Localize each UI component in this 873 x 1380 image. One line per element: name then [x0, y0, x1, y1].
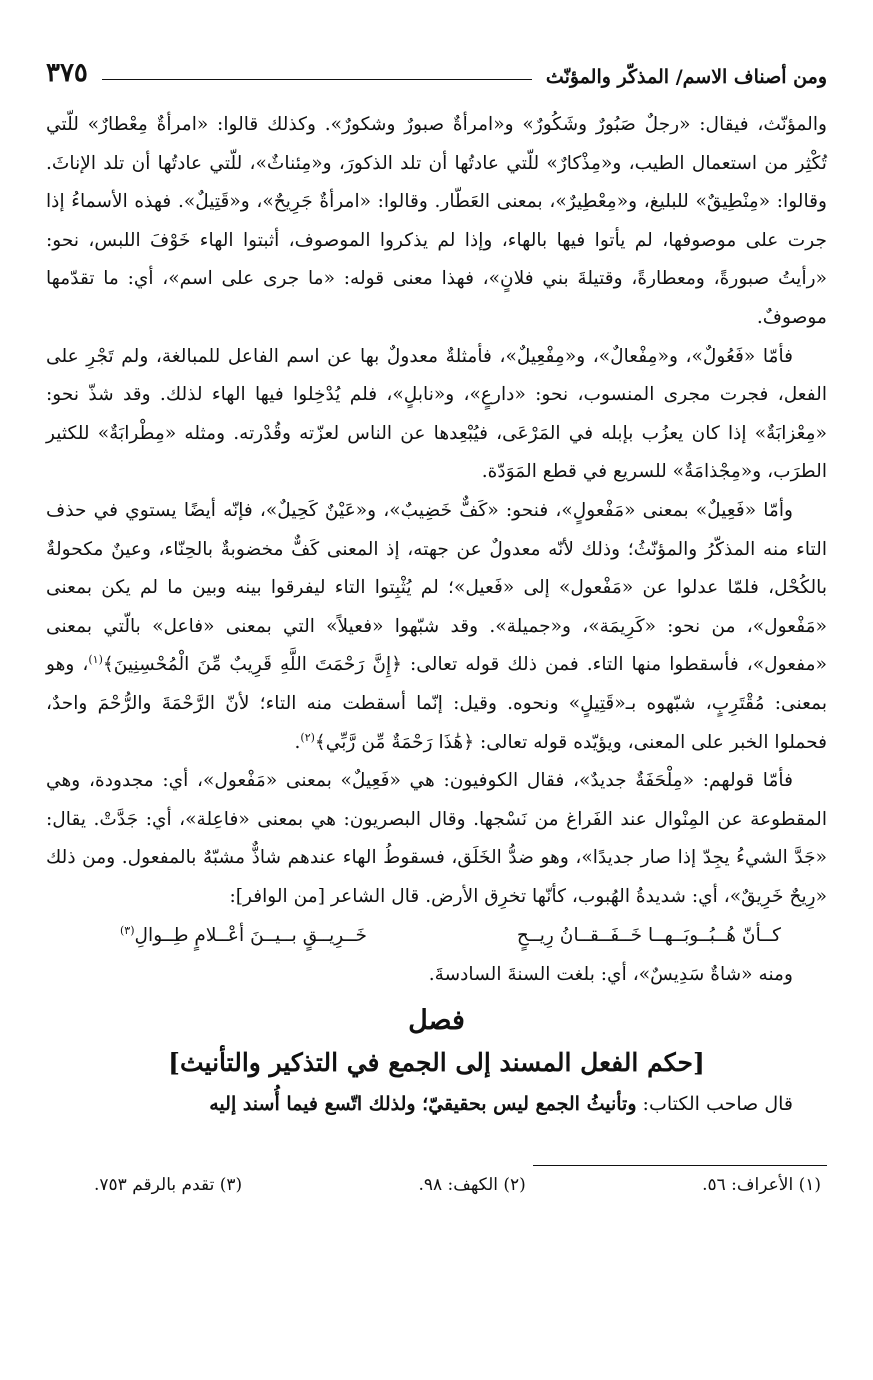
main-text	[46, 106, 827, 916]
verse-first-hemistich: كــأنّ هُــبُــوبَــهــا خَــفَــقــانُ رِيــحٍ	[516, 925, 781, 947]
header-rule	[102, 79, 532, 80]
footnote-3: (٣) تقدم بالرقم ٧٥٣.	[94, 1175, 243, 1196]
page-number: ٣٧٥	[46, 58, 88, 88]
paragraph-3	[46, 492, 827, 762]
paragraph-4: فأمّا قولهم: «مِلْحَفَةٌ جديدٌ»، فقال الكوفيون: هي «فَعِيلٌ» بمعنى «مَفْعول»، أي: مجدودة، وهي المقطوعة عن المِنْوال عند الفَراغ من نَسْجها. وقال البصريون: هي بمعنى «فاعِلة»، أي: جَدَّتْ. يقال: «جَدَّ الشيءُ يجِدّ إذا صار جديدًا»، وهو ضدُّ الخَلَق، فسقوطُ الهاء عندهم شاذٌّ مشبّهٌ بالمفعول. ومن ذلك «رِيحٌ خَرِيقٌ»، أي: شديدةُ الهُبوب، كأنّها تخرِق الأرض. قال الشاعر [من الوافر]:	[46, 770, 827, 907]
section-block	[46, 999, 827, 1083]
header-title: ومن أصناف الاسم/ المذكّر والمؤنّث	[545, 66, 827, 88]
quran-quote-2: ﴿هَٰذَا رَحْمَةٌ مِّن رَّبِّي﴾	[314, 731, 475, 753]
closing-label: قال صاحب الكتاب:	[642, 1093, 793, 1116]
footnote-ref-3[interactable]: (٣)	[120, 924, 135, 938]
paragraph-2: فأمّا «فَعُولٌ»، و«مِفْعالٌ»، و«مِفْعِيلٌ»، فأمثلةٌ معدولٌ بها عن اسم الفاعل للمبالغة، ولم تَجْرِ على الفعل، فجرت مجرى المنسوب، نحو: «دارعٍ»، و«نابلٍ»، فلم يُدْخِلوا فيها الهاء لذلك. وقد شذّ نحو: «مِعْزابَةٌ» إذا كان يعزُب بإبله في المَرْعَى، فيُبْعِدها عن الناس لعزّته وقُدْرته. ومثله «مِطْرابَةٌ» للكثير الطرَب، و«مِجْذامَةٌ» للسريع في قطع المَوَدّة.	[46, 345, 827, 483]
closing-line	[46, 1083, 827, 1125]
section-subheading: [حكم الفعل المسند إلى الجمع في التذكير والتأنيث]	[168, 1048, 705, 1078]
footnote-ref-2[interactable]: (٢)	[300, 730, 315, 744]
section-heading: فصل	[408, 1005, 465, 1037]
footnote-1: (١) الأعراف: ٥٦.	[702, 1175, 821, 1196]
footnote-2: (٢) الكهف: ٩٨.	[418, 1175, 526, 1196]
quran-quote-1: ﴿إِنَّ رَحْمَتَ اللَّهِ قَرِيبٌ مِّنَ الْمُحْسِنِينَ﴾	[102, 654, 403, 676]
poetry-verse	[46, 916, 827, 956]
paragraph-3-text-b: ، وهو بمعنى: مُقْتَرِبٍ، شبّهوه بـ«قَتِيلٍ» ونحوه. وقيل: إنّما أسقطت منه التاء؛ لأنّ الرَّحْمَةَ والرُّحْمَ واحدٌ، فحملوا الخبر على المعنى، ويؤيّده قوله تعالى:	[46, 654, 827, 753]
paragraph-1: والمؤنّث، فيقال: «رجلٌ صَبُورٌ وشَكُورٌ» و«امرأةٌ صبورٌ وشكورٌ». وكذلك قالوا: «امرأةٌ مِعْطارٌ» للّتي تُكْثِر من استعمال الطيب، و«مِذْكارٌ» للّتي عادتُها أن تلد الذكورَ، و«مِئناثٌ»، للّتي عادتُها أن تلد الإناثَ. وقالوا: «مِنْطِيقٌ» للبليغ، و«مِعْطِيرٌ»، بمعنى العَطّار. وقالوا: «امرأةٌ جَرِيحٌ»، و«قَتِيلٌ». فهذه الأسماءُ إذا جرت على موصوفها، لم يأتوا فيها بالهاء، وإذا لم يذكروا الموصوف، أثبتوا الهاء خَوْفَ اللبس، نحو: «رأيتُ صبورةً، ومعطارةً، وقتيلةَ بني فلانٍ»، فهذا معنى قوله: «ما جرى على اسم»، أي: ما تقدّمها موصوفٌ.	[46, 114, 827, 328]
after-verse	[46, 956, 827, 995]
footnote-ref-1[interactable]: (١)	[88, 653, 103, 667]
footnotes	[46, 1166, 827, 1200]
paragraph-3-text-a: وأمّا «فَعِيلٌ» بمعنى «مَفْعولٍ»، فنحو: «كَفٌّ خَضِيبٌ»، و«عَيْنٌ كَحِيلٌ»، فإنّه أيضًا يستوي في حذف التاء منه المذكّرُ والمؤنّثُ؛ وذلك لأنّه معدولٌ عن جهته، إذ المعنى كَفٌّ مخضوبةٌ بالحِنّاء، وعينٌ مكحولةٌ بالكُحْل، فلمّا عدلوا عن «مَفْعول» إلى «فَعيل»؛ لم يُثْبِتوا التاء ليفرقوا بينه وبين ما لم يكن بمعنى «مَفْعول»، من نحو: «كَرِيمَة»، و«جميلة». وقد شبّهوا «فعيلاً» التي بمعنى «فاعل» بالّتي بمعنى «مفعول»، فأسقطوا منها التاء. فمن ذلك قوله تعالى:	[46, 499, 827, 676]
paragraph-3-end: .	[294, 731, 301, 753]
paragraph-5: ومنه «شاةٌ سَدِيسٌ»، أي: بلغت السنةَ السادسةَ.	[428, 964, 793, 986]
verse-second-hemistich	[120, 916, 367, 956]
running-header	[46, 50, 827, 88]
verse-second-text: خَــرِيــقٍ بــيــنَ أعْــلامٍ طِــوالِ	[134, 925, 367, 947]
closing-bold-text: وتأنيثُ الجمع ليس بحقيقيّ؛ ولذلك اتّسع فيما أُسند إليه	[209, 1093, 637, 1116]
